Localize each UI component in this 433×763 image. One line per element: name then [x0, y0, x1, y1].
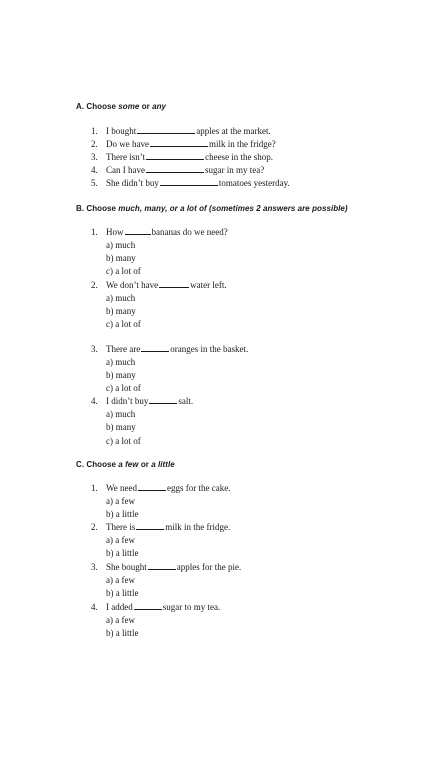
item-text-after: bananas do we need? — [151, 227, 228, 237]
section-b-heading — [76, 204, 348, 213]
item-text-after: milk in the fridge? — [208, 139, 276, 149]
item-number: 1. — [91, 126, 98, 136]
item-number: 1. — [91, 483, 98, 493]
item-text-before: Do we have — [106, 139, 149, 149]
item-text-before: There are — [106, 344, 141, 354]
item-number: 3. — [91, 152, 98, 162]
section-c-heading — [76, 460, 175, 469]
list-item — [106, 522, 230, 532]
item-text-before: There is — [106, 522, 136, 532]
item-text-after: tomatoes yesterday. — [218, 178, 290, 188]
item-text-after: water left. — [190, 280, 227, 290]
option-c[interactable]: c) a lot of — [106, 266, 141, 276]
item-text-after: apples for the pie. — [176, 562, 242, 572]
option-a[interactable]: a) a few — [106, 535, 135, 545]
item-text-after: milk in the fridge. — [165, 522, 231, 532]
item-text-before: I added — [106, 602, 133, 612]
list-item — [106, 165, 264, 175]
item-number: 2. — [91, 139, 98, 149]
section-a-word2: any — [152, 102, 167, 111]
item-text-before: She didn’t buy — [106, 178, 159, 188]
item-text-after: cheese in the shop. — [205, 152, 274, 162]
option-a[interactable]: a) much — [106, 409, 136, 419]
option-a[interactable]: a) much — [106, 293, 136, 303]
list-item — [106, 344, 248, 354]
section-b-phrase: much, many, or a lot of (sometimes 2 answers are possible) — [118, 204, 348, 213]
option-c[interactable]: c) a lot of — [106, 436, 141, 446]
section-a-or: or — [141, 102, 150, 111]
answer-blank[interactable] — [134, 602, 162, 610]
item-text-after: oranges in the basket. — [170, 344, 249, 354]
section-a-heading — [76, 102, 166, 111]
answer-blank[interactable] — [138, 483, 166, 491]
list-item — [106, 227, 228, 237]
item-number: 3. — [91, 344, 98, 354]
answer-blank[interactable] — [150, 139, 208, 147]
section-c-or: or — [140, 460, 149, 469]
list-item — [106, 126, 271, 136]
item-text-before: There isn’t — [106, 152, 146, 162]
option-b[interactable]: b) many — [106, 306, 136, 316]
answer-blank[interactable] — [141, 344, 169, 352]
section-c-letter: C. Choose — [76, 460, 117, 469]
item-text-before: We don’t have — [106, 280, 159, 290]
item-number: 4. — [91, 602, 98, 612]
item-number: 5. — [91, 178, 98, 188]
answer-blank[interactable] — [137, 126, 195, 134]
item-text-before: I didn’t buy — [106, 396, 149, 406]
answer-blank[interactable] — [148, 562, 176, 570]
section-a-word1: some — [118, 102, 140, 111]
answer-blank[interactable] — [125, 227, 151, 235]
list-item — [106, 562, 241, 572]
item-number: 4. — [91, 165, 98, 175]
list-item — [106, 483, 231, 493]
section-c-word2: a little — [151, 460, 175, 469]
answer-blank[interactable] — [149, 396, 177, 404]
answer-blank[interactable] — [160, 178, 218, 186]
option-c[interactable]: c) a lot of — [106, 383, 141, 393]
answer-blank[interactable] — [146, 152, 204, 160]
answer-blank[interactable] — [159, 280, 189, 288]
item-text-before: I bought — [106, 126, 137, 136]
option-a[interactable]: a) much — [106, 240, 136, 250]
item-text-before: How — [106, 227, 124, 237]
option-b[interactable]: b) many — [106, 253, 136, 263]
item-text-before: She bought — [106, 562, 147, 572]
option-c[interactable]: c) a lot of — [106, 319, 141, 329]
section-c-word1: a few — [118, 460, 139, 469]
item-text-after: eggs for the cake. — [167, 483, 231, 493]
item-text-after: salt. — [178, 396, 194, 406]
option-b[interactable]: b) many — [106, 370, 136, 380]
item-text-before: We need — [106, 483, 138, 493]
item-text-after: sugar in my tea? — [204, 165, 265, 175]
item-number: 1. — [91, 227, 98, 237]
item-text-after: sugar to my tea. — [162, 602, 221, 612]
list-item — [106, 178, 290, 188]
option-a[interactable]: a) a few — [106, 615, 135, 625]
option-a[interactable]: a) a few — [106, 575, 135, 585]
item-number: 4. — [91, 396, 98, 406]
option-b[interactable]: b) a little — [106, 588, 139, 598]
section-a-letter: A. Choose — [76, 102, 117, 111]
answer-blank[interactable] — [136, 522, 164, 530]
item-text-after: apples at the market. — [196, 126, 271, 136]
option-b[interactable]: b) many — [106, 422, 136, 432]
item-number: 2. — [91, 522, 98, 532]
option-b[interactable]: b) a little — [106, 548, 139, 558]
list-item — [106, 280, 227, 290]
option-b[interactable]: b) a little — [106, 628, 139, 638]
option-b[interactable]: b) a little — [106, 509, 139, 519]
option-a[interactable]: a) a few — [106, 496, 135, 506]
list-item — [106, 602, 220, 612]
list-item — [106, 152, 273, 162]
option-a[interactable]: a) much — [106, 357, 136, 367]
section-b-letter: B. Choose — [76, 204, 117, 213]
answer-blank[interactable] — [146, 165, 204, 173]
list-item — [106, 139, 276, 149]
item-number: 2. — [91, 280, 98, 290]
item-number: 3. — [91, 562, 98, 572]
item-text-before: Can I have — [106, 165, 145, 175]
list-item — [106, 396, 193, 406]
